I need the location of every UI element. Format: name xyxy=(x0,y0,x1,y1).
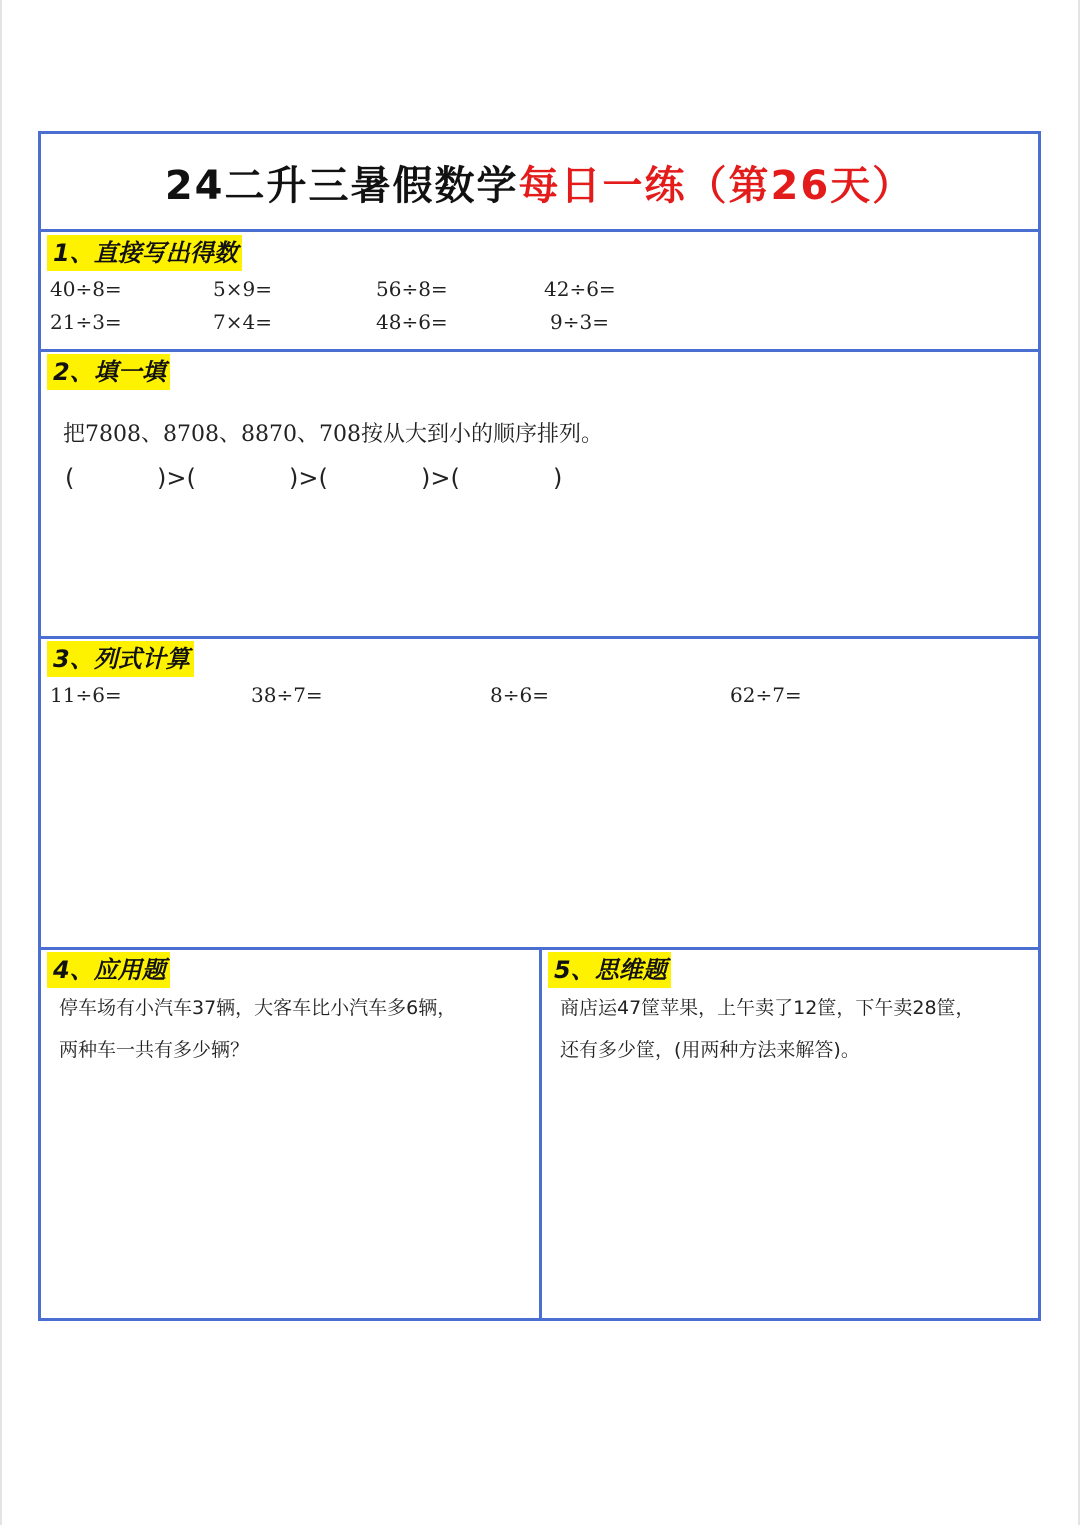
section5-problem-line1: 商店运47筐苹果，上午卖了12筐，下午卖28筐， xyxy=(560,997,975,1019)
blank-paren: )>( xyxy=(157,464,196,492)
blank-paren: ( xyxy=(65,464,75,492)
section1-label: 1、直接写出得数 xyxy=(47,235,242,271)
ordering-blanks xyxy=(41,464,1038,498)
divider-section1 xyxy=(41,349,1038,352)
section2-label: 2、填一填 xyxy=(47,354,170,390)
blank-paren: ) xyxy=(553,464,563,492)
divider-title xyxy=(41,229,1038,232)
section4-label: 4、应用题 xyxy=(47,952,170,988)
section3-expr: 62÷7= xyxy=(730,683,802,707)
section5-label: 5、思维题 xyxy=(548,952,671,988)
section1-expr: 7×4= xyxy=(213,310,272,334)
divider-vertical xyxy=(539,947,542,1321)
page-edge-left xyxy=(0,0,2,1525)
page-title xyxy=(41,134,1038,230)
section1-expr: 42÷6= xyxy=(544,277,616,301)
section3-expr: 11÷6= xyxy=(50,683,122,707)
section1-expr: 21÷3= xyxy=(50,310,122,334)
section4-problem-line2: 两种车一共有多少辆？ xyxy=(59,1039,250,1061)
worksheet-frame xyxy=(38,131,1041,1321)
blank-paren: )>( xyxy=(289,464,328,492)
section3-expr: 8÷6= xyxy=(490,683,549,707)
blank-paren: )>( xyxy=(421,464,460,492)
section1-expr: 5×9= xyxy=(213,277,272,301)
section5-problem-line2: 还有多少筐，(用两种方法来解答)。 xyxy=(560,1039,860,1061)
section3-label: 3、列式计算 xyxy=(47,641,194,677)
section1-expr: 56÷8= xyxy=(376,277,448,301)
title-day: 每日一练（第26天） xyxy=(518,162,915,209)
section1-expr: 9÷3= xyxy=(550,310,609,334)
section3-expr: 38÷7= xyxy=(251,683,323,707)
section2-question: 把7808、8708、8870、708按从大到小的顺序排列。 xyxy=(63,422,603,447)
section1-expr: 40÷8= xyxy=(50,277,122,301)
section1-expr: 48÷6= xyxy=(376,310,448,334)
title-main: 24二升三暑假数学 xyxy=(164,162,519,209)
section4-problem-line1: 停车场有小汽车37辆，大客车比小汽车多6辆， xyxy=(59,997,457,1019)
divider-section2 xyxy=(41,636,1038,639)
